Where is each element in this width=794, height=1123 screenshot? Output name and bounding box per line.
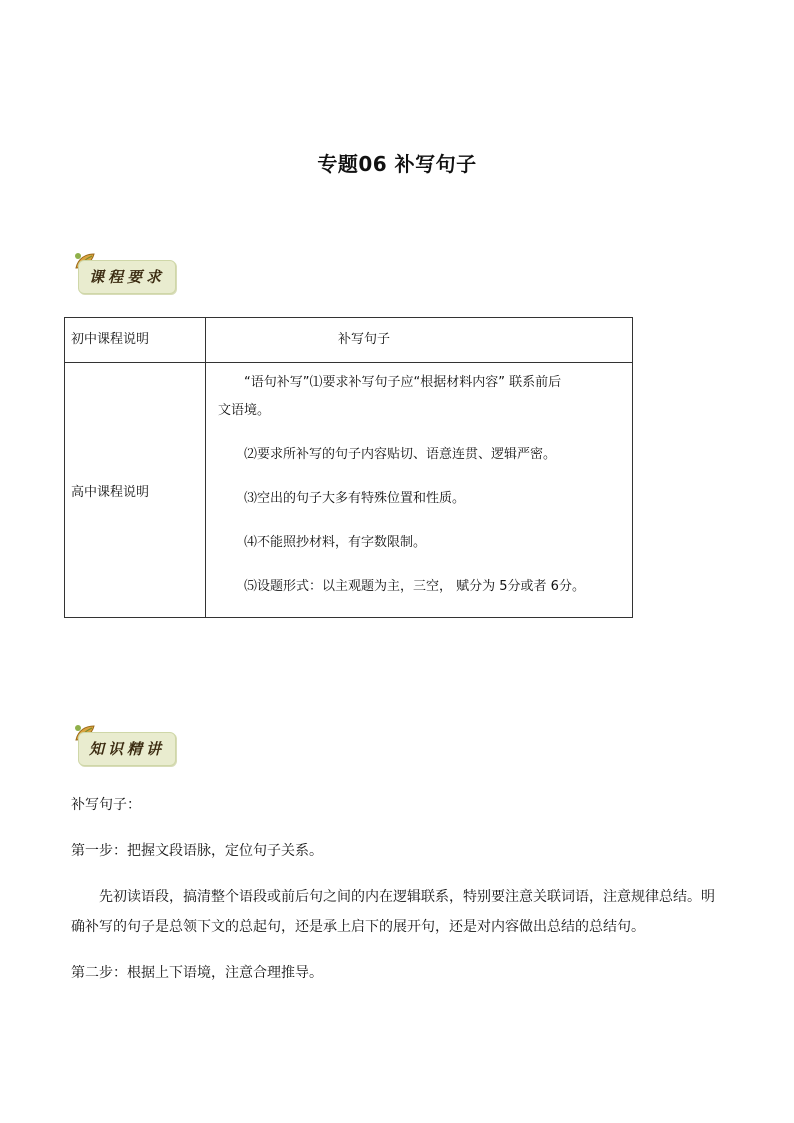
senior-line-1: “语句补写”⑴要求补写句子应“根据材料内容” 联系前后 (244, 375, 562, 390)
body-heading: 补写句子： (71, 797, 141, 813)
course-requirements-badge (72, 254, 176, 294)
course-requirements-label: 课程要求 (88, 268, 165, 286)
page-title: 专题06 补写句子 (317, 152, 477, 176)
junior-value: 补写句子 (206, 318, 633, 363)
senior-line-4: ⑶空出的句子大多有特殊位置和性质。 (244, 491, 466, 506)
junior-label: 初中课程说明 (65, 318, 206, 363)
knowledge-badge (72, 726, 176, 766)
paragraph-1-line-1: 先初读语段，搞清整个语段或前后句之间的内在逻辑联系，特别要注意关联词语，注意规律总结。明 (99, 889, 715, 905)
table-row (65, 363, 633, 618)
senior-line-3: ⑵要求所补写的句子内容贴切、语意连贯、逻辑严密。 (244, 447, 557, 462)
senior-line-5: ⑷不能照抄材料，有字数限制。 (244, 535, 427, 550)
senior-label: 高中课程说明 (65, 363, 206, 618)
course-requirements-table (64, 317, 633, 618)
knowledge-label: 知识精讲 (88, 740, 165, 758)
step-2: 第二步：根据上下语境，注意合理推导。 (71, 965, 323, 981)
senior-line-2: 文语境。 (218, 403, 271, 418)
step-1: 第一步：把握文段语脉，定位句子关系。 (71, 843, 323, 859)
paragraph-1 (71, 882, 721, 942)
paragraph-1-line-2: 确补写的句子是总领下文的总起句，还是承上启下的展开句，还是对内容做出总结的总结句。 (71, 919, 645, 935)
senior-line-6: ⑸设题形式：以主观题为主，三空， 赋分为 5分或者 6分。 (244, 579, 585, 594)
table-row (65, 318, 633, 363)
senior-description (206, 363, 633, 618)
